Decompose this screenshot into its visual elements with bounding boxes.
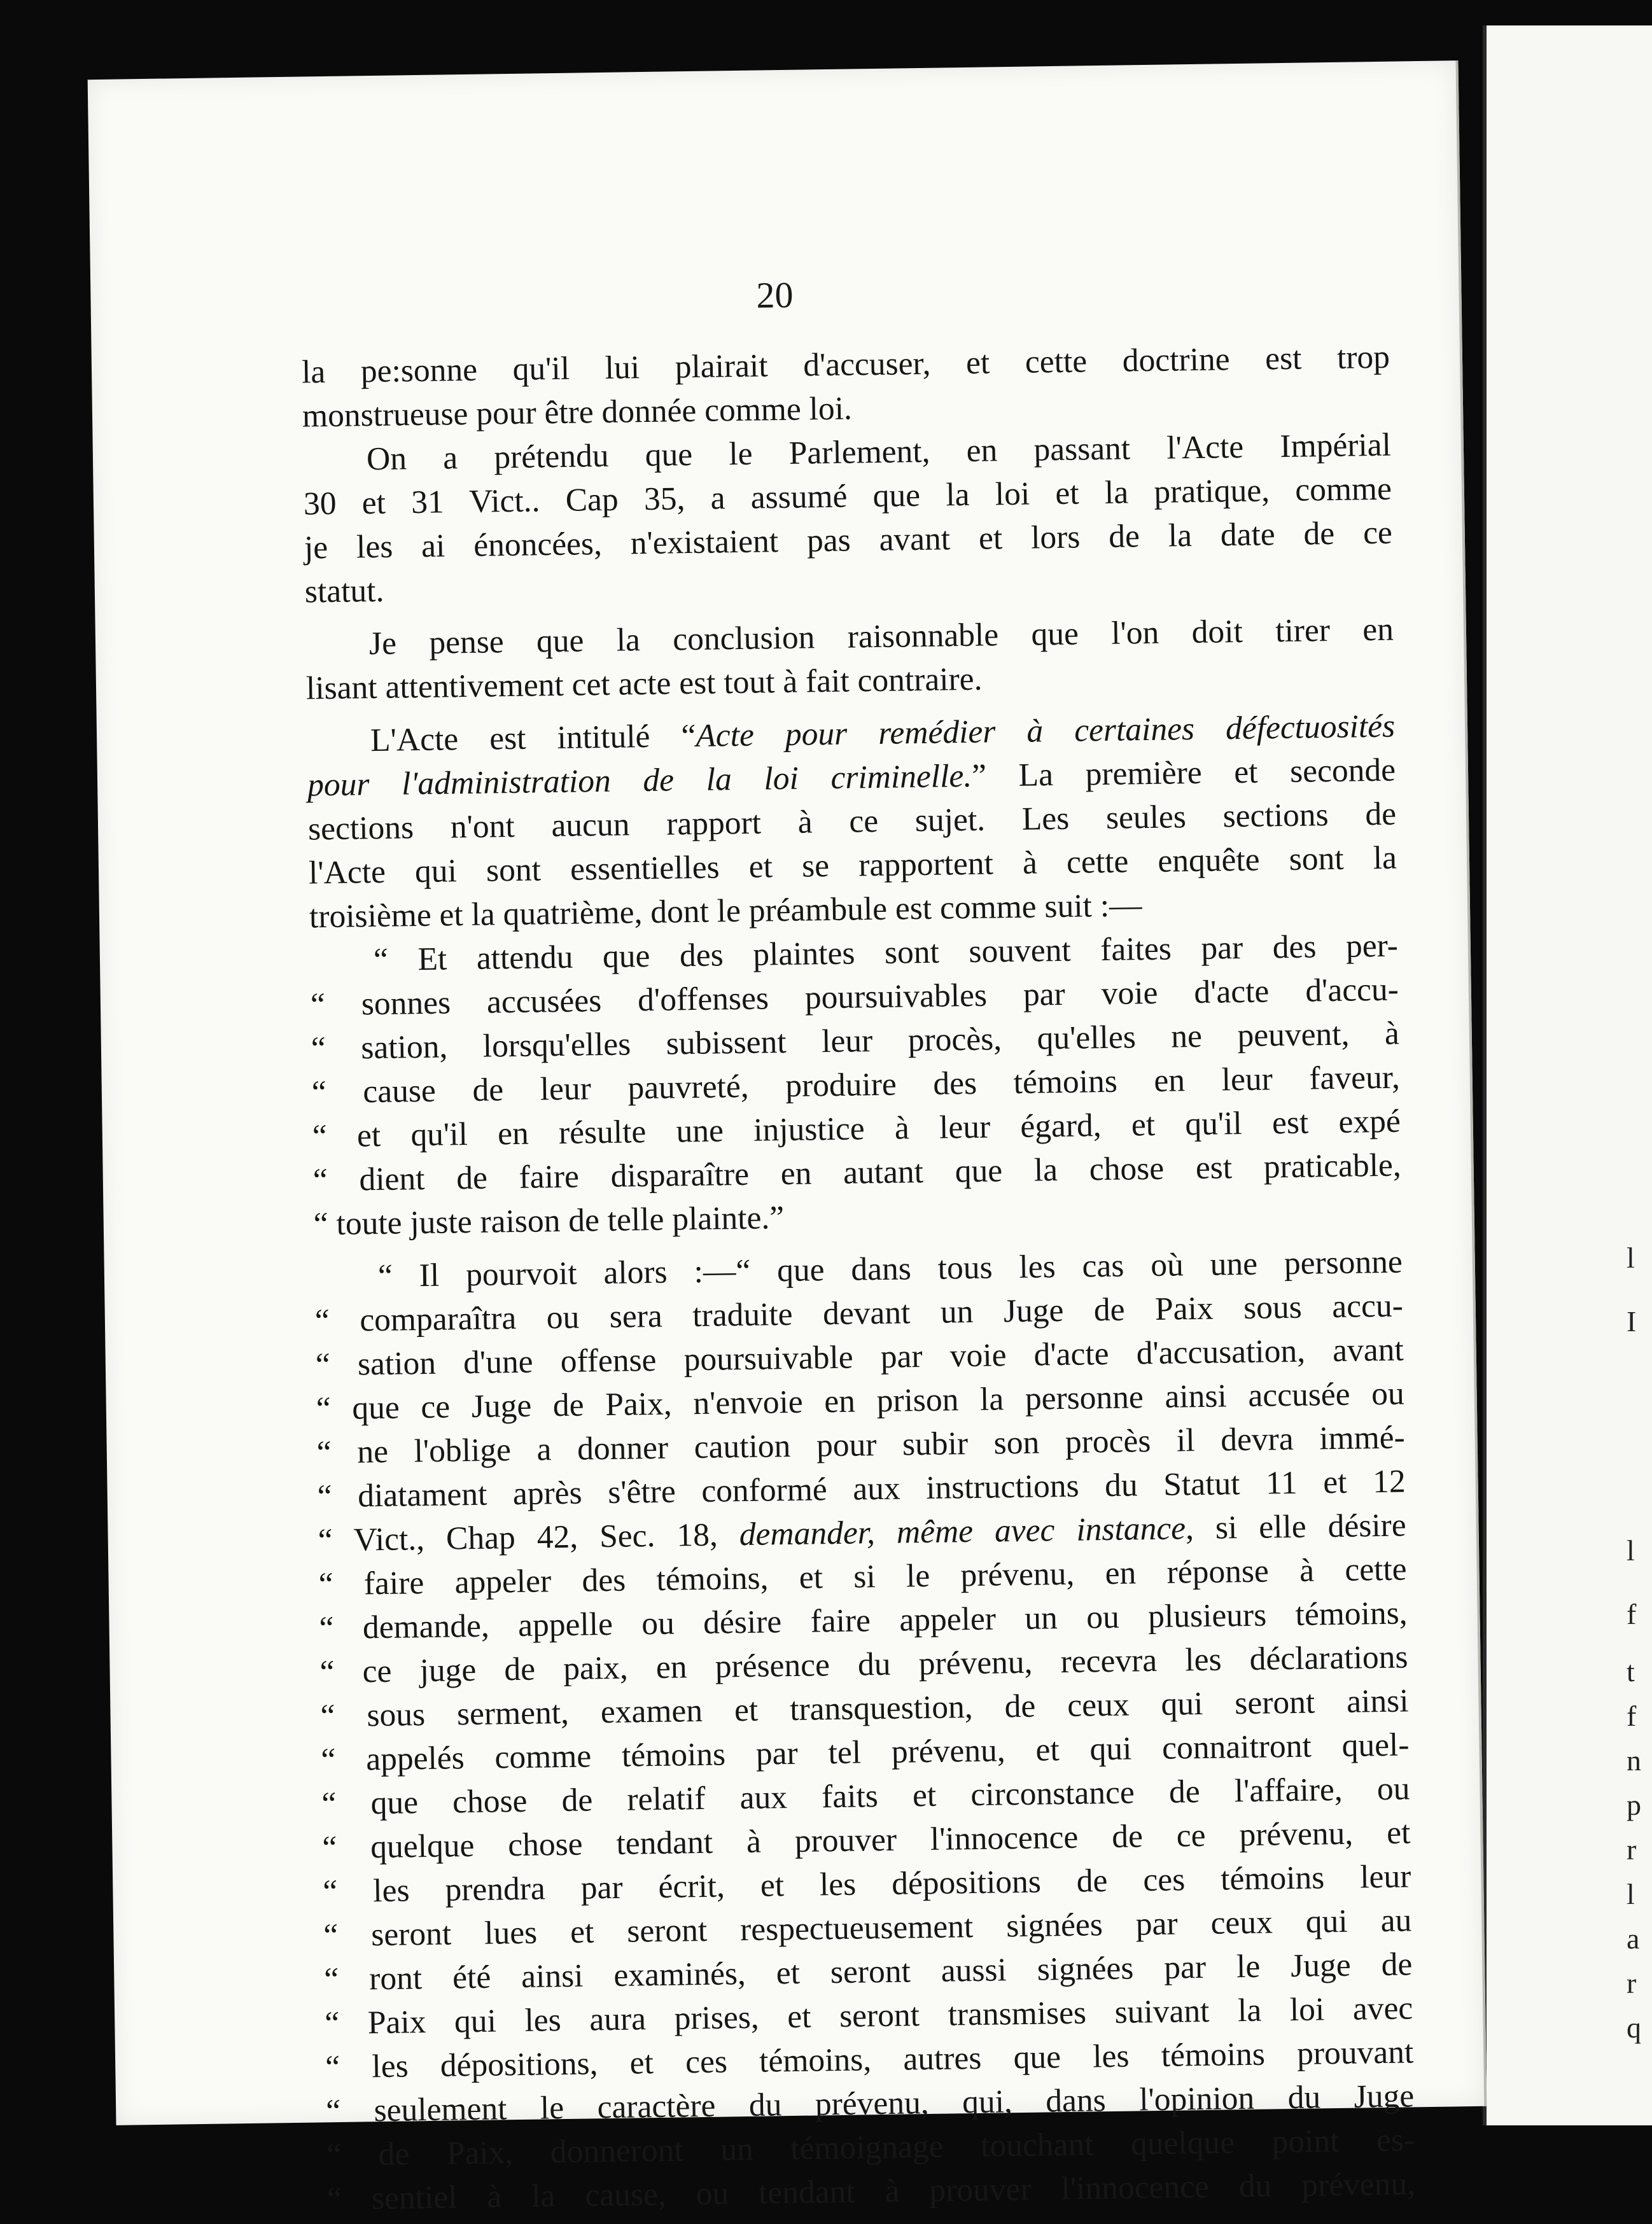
quote-line: “ sonnes accusées d'offenses poursuivables par voie d'acte d'accu- <box>310 971 1399 1023</box>
adjacent-fragment: l <box>1627 1241 1635 1274</box>
text-line: Je pense que la conclusion raisonnable que l'on doit tirer en <box>368 611 1394 662</box>
quote-line: “ sous serment, examen et transquestion, de ceux qui seront ainsi <box>320 1682 1409 1735</box>
quote-line: “ Paix qui les aura prises, et seront transmises suivant la loi avec <box>324 1990 1413 2042</box>
quote-line: “ quelque chose tendant à prouver l'innocence de ce prévenu, et <box>322 1814 1411 1866</box>
adjacent-fragment: l <box>1627 1534 1635 1567</box>
adjacent-page-edge <box>1483 25 1652 2125</box>
act-title-italic: Acte pour remédier à certaines défectuosités <box>695 708 1396 754</box>
quote-line: “ ne l'oblige a donner caution pour subir son procès il devra immé- <box>316 1419 1406 1471</box>
text-line: lisant attentivement cet acte est tout à fait contraire. <box>305 661 983 707</box>
quote-line: “ comparaîtra ou sera traduite devant un Juge de Paix sous accu- <box>314 1287 1404 1339</box>
quote-line: “ diatament après s'être conformé aux instructions du Statut 11 et 12 <box>317 1463 1406 1515</box>
quote-line: “ sation, lorsqu'elles subissent leur procès, qu'elles ne peuvent, à <box>311 1015 1400 1067</box>
emphasis-italic: demander, même avec instance <box>739 1510 1186 1553</box>
quote-line: “ sentiel à la cause, ou tendant à prouver l'innocence du prévenu, <box>326 2165 1416 2218</box>
quote-line: “ ront été ainsi examinés, et seront aussi signées par le Juge de <box>323 1946 1413 1998</box>
quote-line: “ demande, appelle ou désire faire appeler un ou plusieurs témoins, <box>319 1595 1408 1647</box>
adjacent-fragment: a <box>1627 1922 1640 1955</box>
adjacent-fragment: n <box>1627 1744 1641 1777</box>
adjacent-fragment: f <box>1627 1700 1637 1732</box>
text-line: 30 et 31 Vict.. Cap 35, a assumé que la loi et la pratique, comme <box>303 470 1392 522</box>
quote-line: “ les prendra par écrit, et les dépositions de ces témoins leur <box>323 1858 1411 1910</box>
quote-line: “ de Paix, donneront un témoignage touchant quelque point es- <box>326 2122 1415 2174</box>
text-line: sections n'ont aucun rapport à ce sujet. Les seules sections de <box>307 795 1397 848</box>
quote-line: “ seront lues et seront respectueusement signées par ceux qui au <box>323 1902 1412 1954</box>
text-line: l'Acte qui sont essentielles et se rapportent à cette enquête sont la <box>308 839 1397 892</box>
text-line: je les ai énoncées, n'existaient pas avant et lors de la date de ce <box>304 514 1393 566</box>
quote-line: “ dient de faire disparaître en autant que la chose est praticable, <box>312 1147 1402 1199</box>
text-span: “ Vict., Chap 42, Sec. 18, <box>318 1516 740 1559</box>
quote-line: “ que ce Juge de Paix, n'envoie en prison la personne ainsi accusée ou <box>316 1375 1405 1427</box>
quote-line: “ Il pourvoit alors :—“ que dans tous les cas où une personne <box>377 1243 1403 1295</box>
text-line: monstrueuse pour être donnée comme loi. <box>302 390 853 435</box>
quote-line: “ toute juste raison de telle plainte.” <box>313 1199 785 1243</box>
quote-line: “ et qu'il en résulte une injustice à leur égard, et qu'il est expé <box>312 1103 1401 1155</box>
quote-line: “ ce juge de paix, en présence du prévenu, recevra les déclarations <box>319 1639 1408 1691</box>
text-line: statut. <box>304 572 384 610</box>
text-span: L'Acte est intitulé “ <box>370 717 696 759</box>
page-body-text <box>302 335 1416 2221</box>
act-title-italic: pour l'administration de la loi criminelle. <box>307 757 972 804</box>
quote-line: “ sation d'une offense poursuivable par voie d'acte d'accusation, avant <box>315 1331 1404 1383</box>
adjacent-fragment: t <box>1627 1655 1635 1688</box>
adjacent-fragment: p <box>1627 1789 1641 1821</box>
quote-line: “ appelés comme témoins par tel prévenu, et qui connaitront quel- <box>321 1726 1410 1779</box>
text-line: troisième et la quatrième, dont le préambule est comme suit :— <box>309 887 1142 935</box>
document-page <box>88 60 1487 2218</box>
text-line: la pe:sonne qu'il lui plairait d'accuser, et cette doctrine est trop <box>301 339 1390 391</box>
text-span: , si elle désire <box>1185 1507 1406 1547</box>
adjacent-fragment: f <box>1627 1598 1637 1630</box>
quote-line: “ les dépositions, et ces témoins, autres que les témoins prouvant <box>325 2034 1414 2086</box>
quote-line: “ cause de leur pauvreté, produire des témoins en leur faveur, <box>311 1059 1401 1111</box>
adjacent-fragment: r <box>1627 1967 1637 1999</box>
adjacent-fragment: q <box>1627 2011 1641 2044</box>
text-span: ” La première et seconde <box>971 752 1396 794</box>
quote-line: “ que chose de relatif aux faits et circonstance de l'affaire, ou <box>321 1770 1410 1822</box>
page-number: 20 <box>756 274 794 316</box>
adjacent-fragment: r <box>1627 1833 1637 1866</box>
quote-line: “ seulement le caractère du prévenu, qui, dans l'opinion du Juge <box>325 2078 1415 2130</box>
adjacent-fragment: l <box>1627 1878 1635 1910</box>
text-line: On a prétendu que le Parlement, en passant l'Acte Impérial <box>366 426 1392 478</box>
adjacent-fragment: I <box>1627 1305 1637 1338</box>
quote-line: “ Et attendu que des plaintes sont souvent faites par des per- <box>373 927 1399 979</box>
quote-line: “ faire appeler des témoins, et si le prévenu, en réponse à cette <box>318 1551 1407 1603</box>
